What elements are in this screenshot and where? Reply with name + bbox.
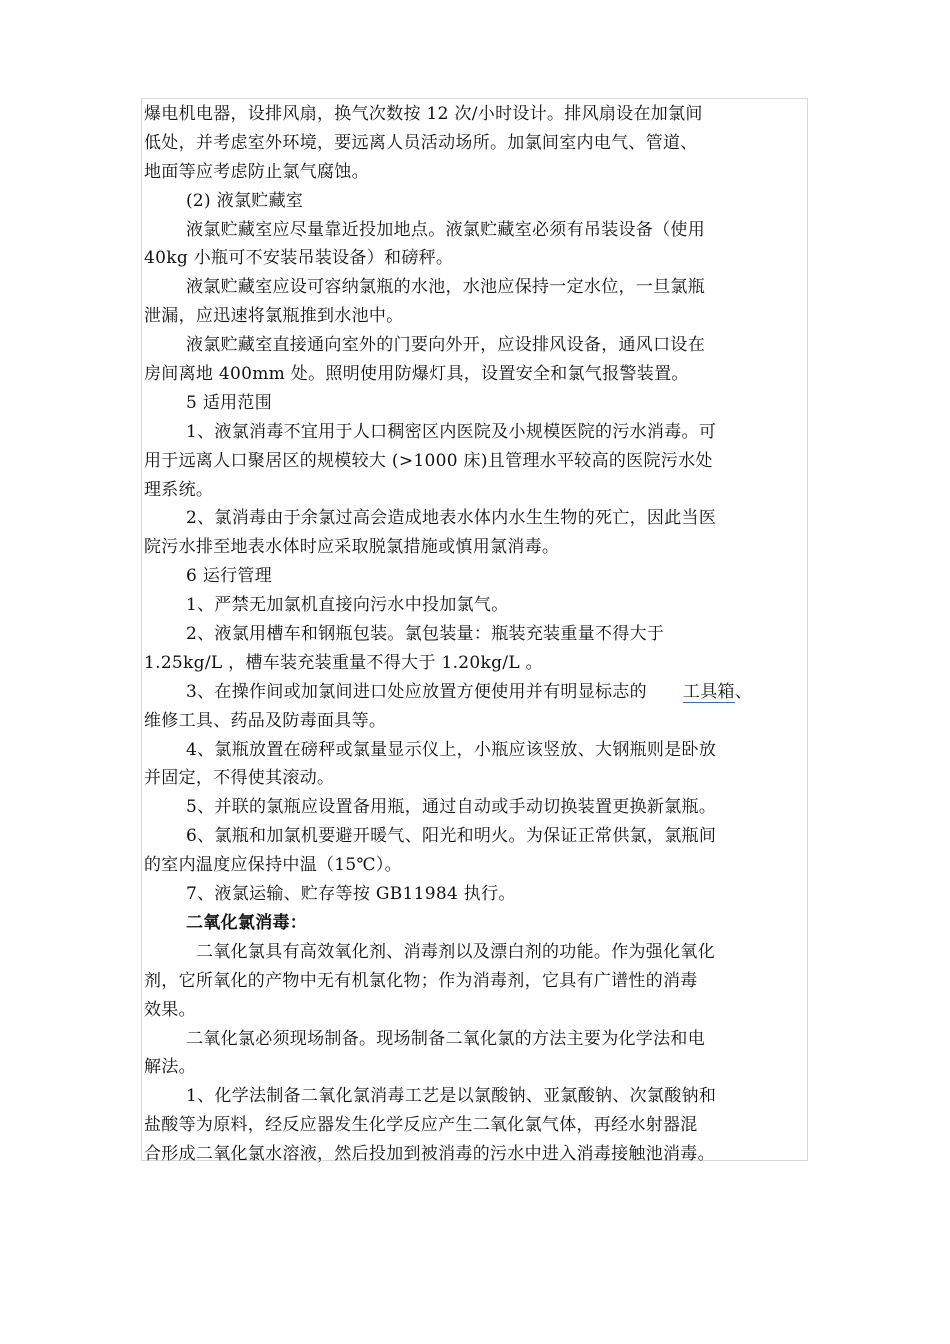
section-heading: 二氧化氯消毒： [186, 912, 308, 933]
paragraph-line: 40kg 小瓶可不安装吊装设备）和磅秤。 [144, 248, 454, 269]
paragraph-line: 低处，并考虑室外环境，要远离人员活动场所。加氯间室内电气、管道、 [144, 132, 698, 153]
paragraph-line: 2、氯消毒由于余氯过高会造成地表水体内水生生物的死亡，因此当医 [186, 508, 717, 529]
paragraph-line: 二氧化氯必须现场制备。现场制备二氧化氯的方法主要为化学法和电 [186, 1028, 705, 1049]
paragraph-line: 2、液氯用槽车和钢瓶包装。氯包装量：瓶装充装重量不得大于 [186, 624, 665, 645]
paragraph-line: 二氧化氯具有高效氧化剂、消毒剂以及漂白剂的功能。作为强化氧化 [196, 941, 715, 962]
paragraph-line: 液氯贮藏室应尽量靠近投加地点。液氯贮藏室必须有吊装设备（使用 [186, 219, 705, 240]
paragraph-line: 解法。 [144, 1057, 196, 1078]
paragraph-line: 合形成二氧化氯水溶液，然后投加到被消毒的污水中进入消毒接触池消毒。 [144, 1144, 715, 1165]
paragraph-line: 7、液氯运输、贮存等按 GB11984 执行。 [186, 884, 516, 905]
paragraph-line: 房间离地 400mm 处。照明使用防爆灯具，设置安全和氯气报警装置。 [144, 364, 689, 385]
paragraph-line: 的室内温度应保持中温（15℃）。 [144, 855, 402, 876]
paragraph-line: 6、氯瓶和加氯机要避开暖气、阳光和明火。为保证正常供氯，氯瓶间 [186, 826, 717, 847]
line-text: 3、在操作间或加氯间进口处应放置方便使用并有明显标志的 [186, 681, 647, 702]
paragraph-line: 爆电机电器，设排风扇，换气次数按 12 次/小时设计。排风扇设在加氯间 [144, 104, 703, 124]
paragraph-line: 并固定，不得使其滚动。 [144, 768, 335, 789]
paragraph-line: 1、液氯消毒不宜用于人口稠密区内医院及小规模医院的污水消毒。可 [186, 421, 717, 442]
paragraph-line: 液氯贮藏室直接通向室外的门要向外开，应设排风设备，通风口设在 [186, 335, 705, 356]
paragraph-line: 地面等应考虑防止氯气腐蚀。 [144, 161, 369, 182]
paragraph-line: 维修工具、药品及防毒面具等。 [144, 710, 387, 731]
document-body [144, 100, 804, 1169]
paragraph-line: 1.25kg/L ，槽车装充装重量不得大于 1.20kg/L 。 [144, 652, 543, 673]
paragraph-line: 盐酸等为原料，经反应器发生化学反应产生二氧化氯气体，再经水射器混 [144, 1115, 698, 1136]
paragraph-line: 1、化学法制备二氧化氯消毒工艺是以氯酸钠、亚氯酸钠、次氯酸钠和 [186, 1086, 717, 1107]
paragraph-line: 1、严禁无加氯机直接向污水中投加氯气。 [186, 595, 509, 616]
paragraph-line [144, 678, 804, 707]
line-text: 、 [734, 681, 753, 702]
toolbox-link[interactable]: 工具箱 [682, 681, 735, 702]
paragraph-line: 6 运行管理 [186, 566, 273, 587]
paragraph-line: 5 适用范围 [186, 392, 273, 413]
paragraph-line: 泄漏，应迅速将氯瓶推到水池中。 [144, 306, 404, 327]
paragraph-line: 效果。 [144, 999, 196, 1020]
paragraph-line: 理系统。 [144, 479, 214, 500]
paragraph-line: (2) 液氯贮藏室 [186, 190, 304, 211]
paragraph-line: 液氯贮藏室应设可容纳氯瓶的水池，水池应保持一定水位，一旦氯瓶 [186, 277, 705, 298]
paragraph-line: 4、氯瓶放置在磅秤或氯量显示仪上，小瓶应该竖放、大钢瓶则是卧放 [186, 739, 717, 760]
paragraph-line: 院污水排至地表水体时应采取脱氯措施或慎用氯消毒。 [144, 537, 560, 558]
paragraph-line: 剂，它所氧化的产物中无有机氯化物；作为消毒剂，它具有广谱性的消毒 [144, 970, 698, 991]
paragraph-line: 用于远离人口聚居区的规模较大 (>1000 床)且管理水平较高的医院污水处 [144, 450, 713, 471]
paragraph-line: 5、并联的氯瓶应设置备用瓶，通过自动或手动切换装置更换新氯瓶。 [186, 797, 717, 818]
